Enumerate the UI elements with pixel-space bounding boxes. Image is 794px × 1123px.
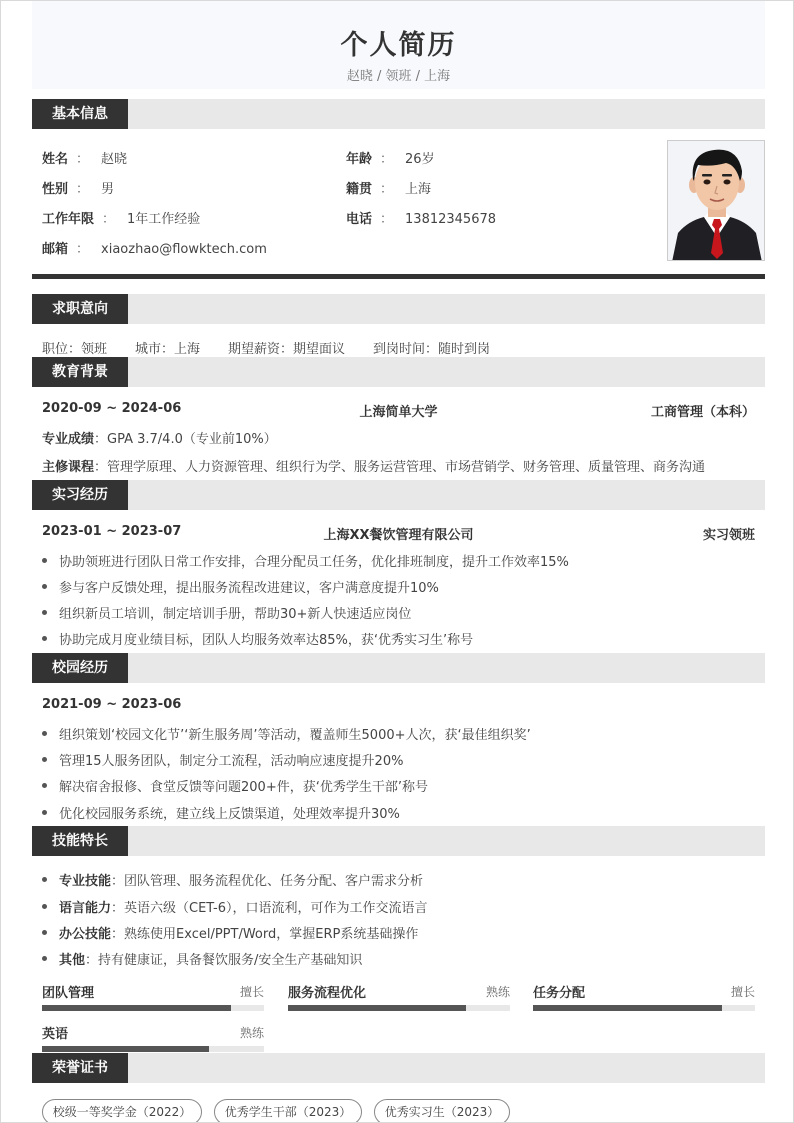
list-item	[42, 577, 439, 596]
bullet-dot-icon	[42, 877, 47, 882]
list-item	[42, 923, 418, 942]
info-value: xiaozhao@flowktech.com	[101, 242, 267, 257]
info-label: 电话	[346, 212, 373, 227]
skill-label: 办公技能	[59, 927, 112, 942]
skill-bar-track	[288, 1005, 510, 1011]
skill-bar-name: 任务分配	[533, 986, 586, 1001]
skill-bar	[288, 982, 510, 1012]
bullet-dot-icon	[42, 930, 47, 935]
skill-text: ：熟练使用Excel/PPT/Word，掌握ERP系统基础操作	[111, 927, 419, 942]
bullet-dot-icon	[42, 757, 47, 762]
page-title: 个人简历	[340, 30, 457, 61]
info-colon: ：	[76, 182, 90, 197]
bullet-dot-icon	[42, 731, 47, 736]
skill-bar-level: 熟练	[485, 985, 510, 999]
info-colon: ：	[76, 242, 90, 257]
section-title: 教育背景	[32, 357, 128, 387]
education-header-row	[42, 401, 755, 419]
info-colon: ：	[102, 212, 116, 227]
info-value: 1年工作经验	[127, 212, 201, 227]
skill-text: ：英语六级（CET-6），口语流利，可作为工作交流语言	[111, 901, 428, 916]
section-basic-info	[32, 99, 765, 129]
internship-company: 上海XX餐饮管理有限公司	[323, 528, 474, 543]
skill-bar-level: 熟练	[239, 1026, 264, 1040]
honor-badge: 校级一等奖学金（2022）	[42, 1099, 202, 1123]
info-value: 上海	[405, 182, 432, 197]
internship-period: 2023-01 ~ 2023-07	[42, 524, 182, 539]
list-item-text: 组织策划‘校园文化节’‘新生服务周’等活动，覆盖师生5000+人次，获‘最佳组织奖’	[59, 728, 531, 743]
skill-bar	[533, 982, 755, 1012]
info-label: 籍贯	[346, 182, 373, 197]
section-title: 实习经历	[32, 480, 128, 510]
honor-badge: 优秀实习生（2023）	[374, 1099, 510, 1123]
internship-header-row	[42, 524, 755, 542]
section-title: 校园经历	[32, 653, 128, 683]
skill-bar-fill	[288, 1005, 466, 1011]
bullet-dot-icon	[42, 584, 47, 589]
list-item	[42, 724, 531, 743]
info-phone	[346, 208, 496, 227]
skill-bar-fill	[533, 1005, 722, 1011]
info-label: 姓名	[42, 152, 69, 167]
bullet-dot-icon	[42, 636, 47, 641]
info-label: 邮箱	[42, 242, 69, 257]
list-item-text: 管理15人服务团队，制定分工流程，活动响应速度提升20%	[59, 754, 404, 769]
gpa-label: 专业成绩	[42, 432, 95, 447]
list-item-text: 组织新员工培训，制定培训手册，帮助30+新人快速适应岗位	[59, 607, 412, 622]
list-item-text: 解决宿舍报修、食堂反馈等问题200+件，获‘优秀学生干部’称号	[59, 780, 428, 795]
bullet-dot-icon	[42, 956, 47, 961]
page-subtitle: 赵晓 / 领班 / 上海	[346, 69, 451, 84]
info-colon: ：	[380, 212, 394, 227]
skill-bar	[42, 982, 264, 1012]
campus-header-row	[42, 697, 755, 715]
skill-text: ：团队管理、服务流程优化、任务分配、客户需求分析	[111, 874, 424, 889]
section-title: 基本信息	[32, 99, 128, 129]
list-item-text: 参与客户反馈处理，提出服务流程改进建议，客户满意度提升10%	[59, 581, 439, 596]
list-item	[42, 603, 411, 622]
section-title: 荣誉证书	[32, 1053, 128, 1083]
section-title: 技能特长	[32, 826, 128, 856]
bullet-dot-icon	[42, 904, 47, 909]
intent-position: 职位：领班	[42, 342, 108, 357]
campus-period: 2021-09 ~ 2023-06	[42, 697, 182, 712]
info-label: 工作年限	[42, 212, 95, 227]
info-name	[42, 148, 127, 167]
list-item-text: 协助领班进行团队日常工作安排，合理分配员工任务，优化排班制度，提升工作效率15%	[59, 555, 569, 570]
divider	[32, 274, 765, 279]
list-item	[42, 629, 473, 648]
skill-bar-name: 团队管理	[42, 986, 95, 1001]
section-campus	[32, 653, 765, 683]
skill-bar-track	[533, 1005, 755, 1011]
education-school: 上海简单大学	[359, 405, 438, 420]
section-education	[32, 357, 765, 387]
resume-header	[32, 1, 765, 89]
honor-badge: 优秀学生干部（2023）	[214, 1099, 362, 1123]
intent-city: 城市：上海	[135, 342, 201, 357]
intent-salary: 期望薪资：期望面议	[228, 342, 346, 357]
section-honors	[32, 1053, 765, 1083]
list-item	[42, 551, 569, 570]
list-item	[42, 897, 428, 916]
education-major: 工商管理（本科）	[650, 405, 755, 420]
list-item	[42, 803, 400, 822]
info-colon: ：	[380, 182, 394, 197]
info-value: 赵晓	[101, 152, 128, 167]
courses-value: ：管理学原理、人力资源管理、组织行为学、服务运营管理、市场营销学、财务管理、质量管理、商务沟通	[94, 460, 706, 475]
list-item	[42, 870, 423, 889]
bullet-dot-icon	[42, 558, 47, 563]
bullet-dot-icon	[42, 610, 47, 615]
bullet-dot-icon	[42, 810, 47, 815]
intent-arrival: 到岗时间：随时到岗	[373, 342, 491, 357]
skill-bar-fill	[42, 1046, 209, 1052]
skill-label: 专业技能	[59, 874, 112, 889]
skill-bar-track	[42, 1046, 264, 1052]
list-item-text: 优化校园服务系统，建立线上反馈渠道，处理效率提升30%	[59, 807, 400, 822]
info-age	[346, 148, 435, 167]
skill-text: ：持有健康证，具备餐饮服务/安全生产基础知识	[85, 953, 363, 968]
section-skills	[32, 826, 765, 856]
info-value: 男	[101, 182, 115, 197]
section-title: 求职意向	[32, 294, 128, 324]
avatar	[667, 140, 765, 261]
list-item	[42, 776, 428, 795]
list-item-text: 协助完成月度业绩目标，团队人均服务效率达85%，获‘优秀实习生’称号	[59, 633, 474, 648]
info-colon: ：	[380, 152, 394, 167]
skill-bar-name: 英语	[42, 1027, 69, 1042]
list-item	[42, 949, 362, 968]
info-label: 年龄	[346, 152, 373, 167]
gpa-value: ：GPA 3.7/4.0（专业前10%）	[94, 432, 277, 447]
education-period: 2020-09 ~ 2024-06	[42, 401, 182, 416]
skill-label: 语言能力	[59, 901, 112, 916]
skill-bar	[42, 1023, 264, 1053]
education-gpa	[42, 428, 277, 447]
bullet-dot-icon	[42, 783, 47, 788]
info-label: 性别	[42, 182, 69, 197]
avatar-illustration-icon	[668, 141, 765, 261]
info-gender	[42, 178, 114, 197]
info-colon: ：	[76, 152, 90, 167]
section-job-intent	[32, 294, 765, 324]
skill-bar-name: 服务流程优化	[288, 986, 367, 1001]
skill-bar-level: 擅长	[239, 985, 264, 999]
section-internship	[32, 480, 765, 510]
internship-role: 实习领班	[702, 528, 755, 543]
courses-label: 主修课程	[42, 460, 95, 475]
skill-bar-fill	[42, 1005, 231, 1011]
info-value: 13812345678	[405, 212, 497, 227]
info-email	[42, 238, 267, 257]
info-value: 26岁	[405, 152, 435, 167]
list-item	[42, 750, 403, 769]
skill-bar-track	[42, 1005, 264, 1011]
info-origin	[346, 178, 431, 197]
skill-label: 其他	[59, 953, 86, 968]
info-experience	[42, 208, 200, 227]
education-courses	[42, 456, 705, 475]
skill-bar-level: 擅长	[730, 985, 755, 999]
